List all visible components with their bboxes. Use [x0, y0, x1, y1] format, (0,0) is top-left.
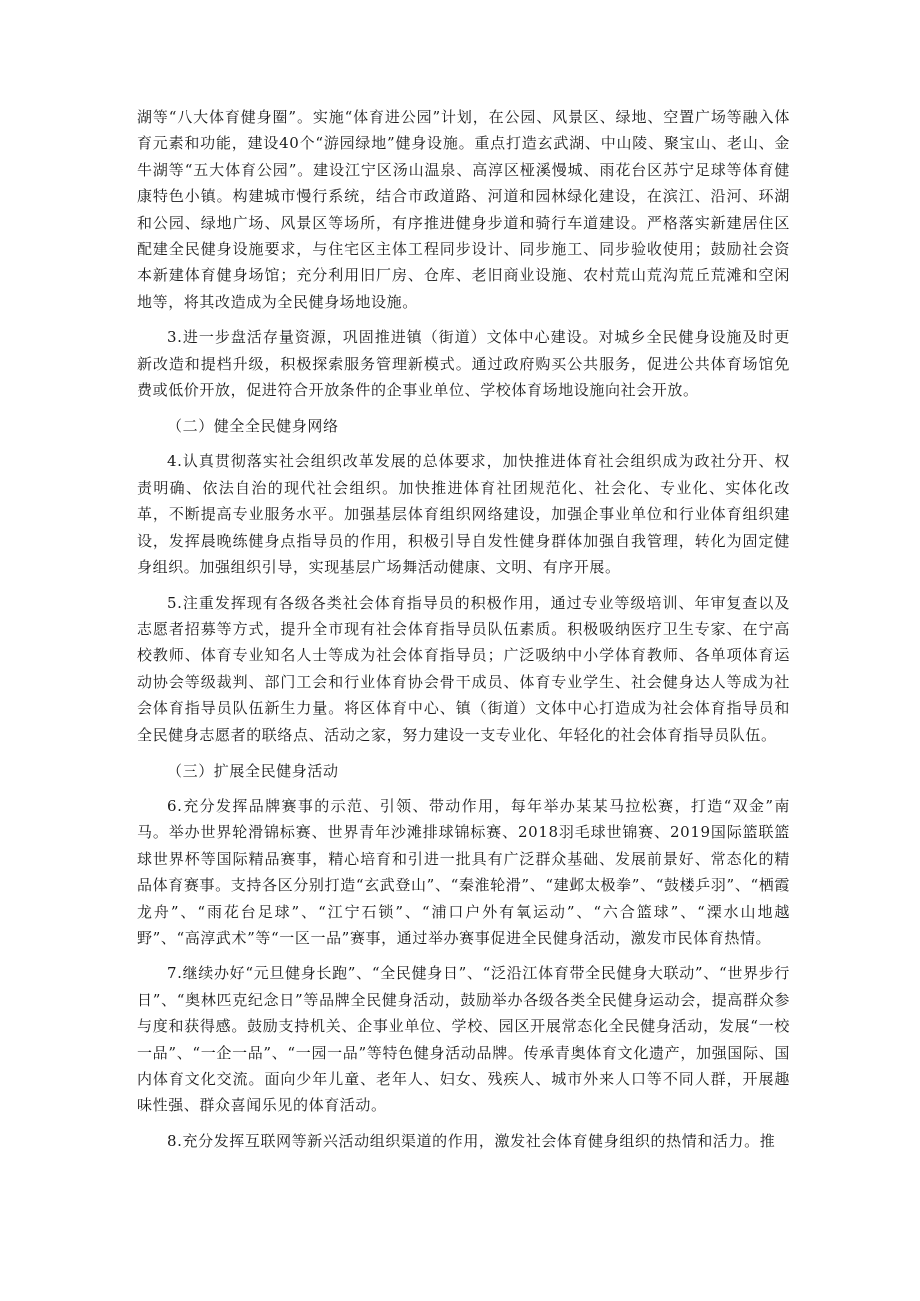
paragraph-continuation: 湖等“八大体育健身圈”。实施“体育进公园”计划，在公园、风景区、绿地、空置广场等融入体育元素和功能，建设40个“游园绿地”健身设施。重点打造玄武湖、中山陵、聚宝山、老山、金牛湖等“五大体育公园”。建设江宁区汤山温泉、高淳区桠溪慢城、雨花台区苏宁足球等体育健康特色小镇。构建城市慢行系统，结合市政道路、河道和园林绿化建设，在滨江、沿河、环湖和公园、绿地广场、风景区等场所，有序推进健身步道和骑行车道建设。严格落实新建居住区配建全民健身设施要求，与住宅区主体工程同步设计、同步施工、同步验收使用；鼓励社会资本新建体育健身场馆；充分利用旧厂房、仓库、老旧商业设施、农村荒山荒沟荒丘荒滩和空闲地等，将其改造成为全民健身场地设施。 — [137, 108, 790, 311]
paragraph-item-4: 4.认真贯彻落实社会组织改革发展的总体要求，加快推进体育社会组织成为政社分开、权责明确、依法自治的现代社会组织。加快推进体育社团规范化、社会化、专业化、实体化改革，不断提高专业服务水平。加强基层体育组织网络建设，加强企事业单位和行业体育组织建设，发挥晨晚练健身点指导员的作用，积极引导自发性健身群体加强自我管理，转化为固定健身组织。加强组织引导，实现基层广场舞活动健康、文明、有序开展。 — [137, 452, 790, 577]
paragraph-item-7: 7.继续办好“元旦健身长跑”、“全民健身日”、“泛沿江体育带全民健身大联动”、“世界步行日”、“奥林匹克纪念日”等品牌全民健身活动，鼓励举办各级各类全民健身运动会，提高群众参与度和获得感。鼓励支持机关、企事业单位、学校、园区开展常态化全民健身活动，发展“一校一品”、“一企一品”、“一园一品”等特色健身活动品牌。传承青奥体育文化遗产，加强国际、国内体育文化交流。面向少年儿童、老年人、妇女、残疾人、城市外来人口等不同人群，开展趣味性强、群众喜闻乐见的体育活动。 — [137, 964, 790, 1115]
section-heading-2: （二）健全全民健身网络 — [167, 417, 339, 436]
paragraph-item-6: 6.充分发挥品牌赛事的示范、引领、带动作用，每年举办某某马拉松赛，打造“双金”南马。举办世界轮滑锦标赛、世界青年沙滩排球锦标赛、2018羽毛球世锦赛、2019国际篮联篮球世界杯等国际精品赛事，精心培育和引进一批具有广泛群众基础、发展前景好、常态化的精品体育赛事。支持各区分别打造“玄武登山”、“秦淮轮滑”、“建邺太极拳”、“鼓楼乒羽”、“栖霞龙舟”、“雨花台足球”、“江宁石锁”、“浦口户外有氧运动”、“六合篮球”、“溧水山地越野”、“高淳武术”等“一区一品”赛事，通过举办赛事促进全民健身活动，激发市民体育热情。 — [137, 796, 790, 947]
paragraph-item-8: 8.充分发挥互联网等新兴活动组织渠道的作用，激发社会体育健身组织的热情和活力。推 — [167, 1131, 776, 1150]
section-heading-3: （三）扩展全民健身活动 — [167, 761, 339, 780]
paragraph-item-5: 5.注重发挥现有各级各类社会体育指导员的积极作用，通过专业等级培训、年审复查以及志愿者招募等方式，提升全市现有社会体育指导员队伍素质。积极吸纳医疗卫生专家、在宁高校教师、体育专业知名人士等成为社会体育指导员；广泛吸纳中小学体育教师、各单项体育运动协会等级裁判、部门工会和行业体育协会骨干成员、体育专业学生、社会健身达人等成为社会体育指导员队伍新生力量。将区体育中心、镇（街道）文体中心打造成为社会体育指导员和全民健身志愿者的联络点、活动之家，努力建设一支专业化、年轻化的社会体育指导员队伍。 — [137, 593, 790, 744]
paragraph-item-3: 3.进一步盘活存量资源，巩固推进镇（街道）文体中心建设。对城乡全民健身设施及时更新改造和提档升级，积极探索服务管理新模式。通过政府购买公共服务，促进公共体育场馆免费或低价开放，促进符合开放条件的企事业单位、学校体育场地设施向社会开放。 — [137, 328, 790, 400]
